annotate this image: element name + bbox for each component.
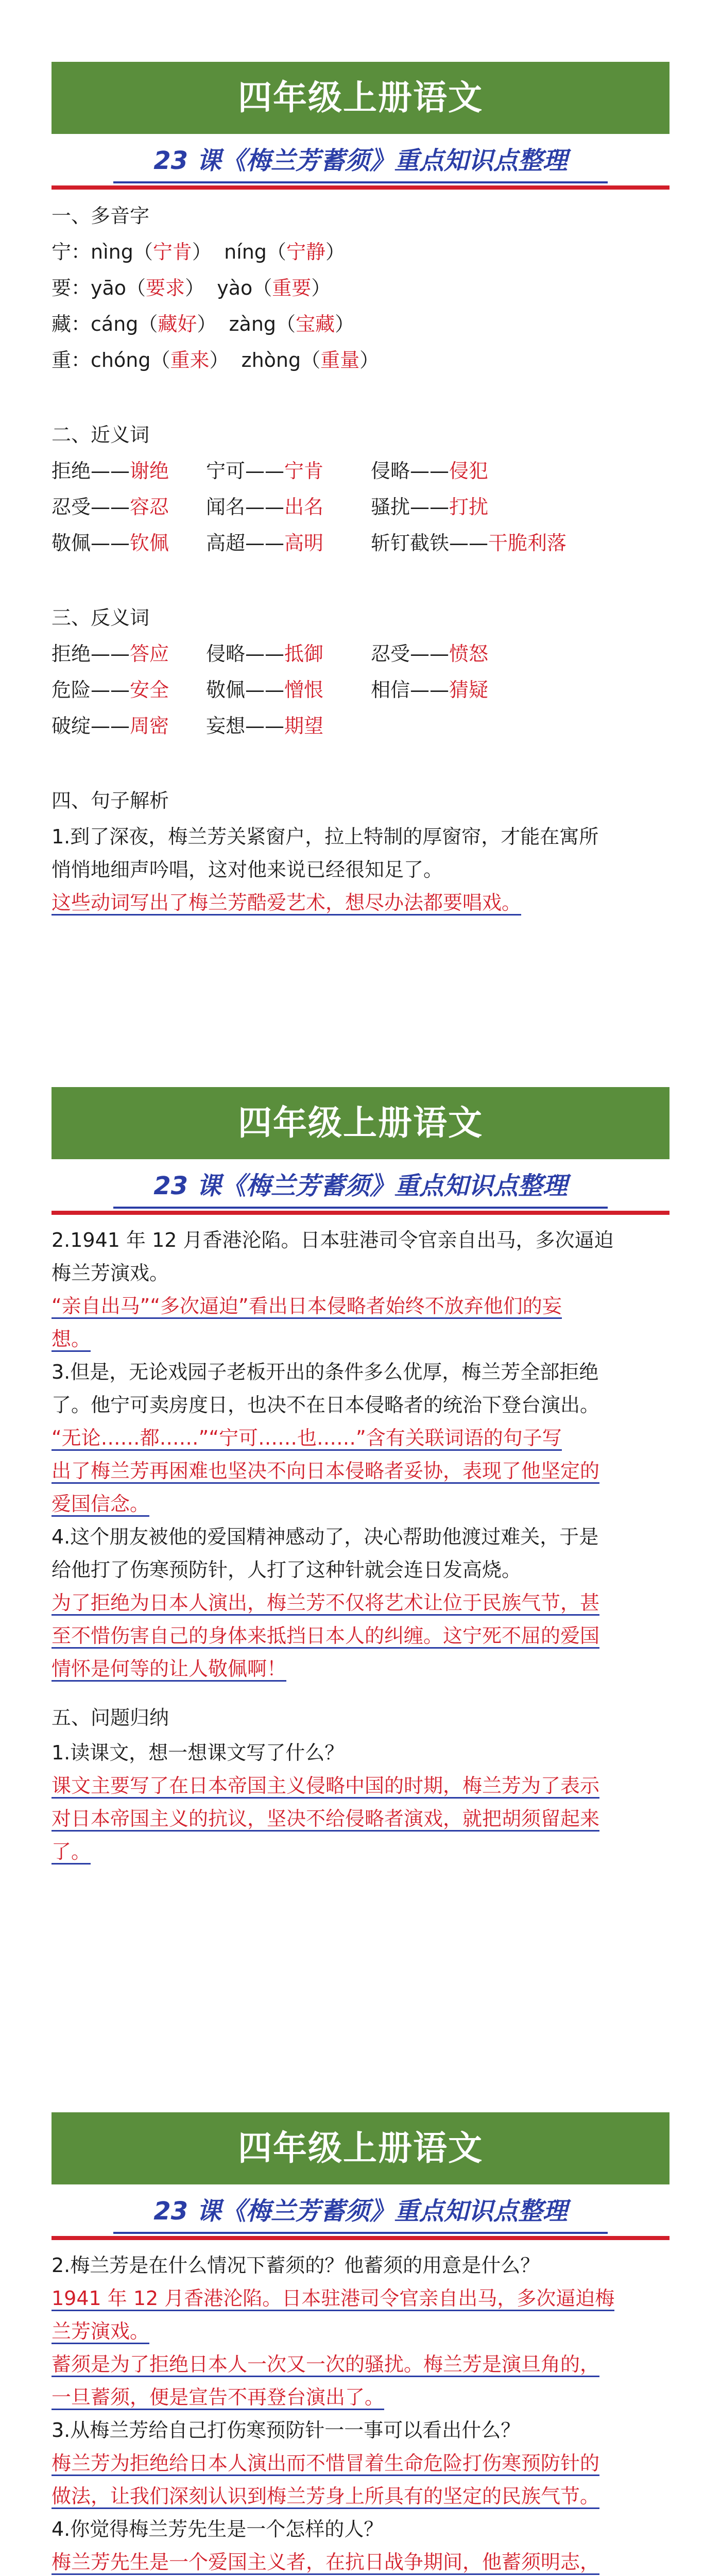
page-banner: 四年级上册语文 bbox=[52, 2112, 670, 2184]
section-heading-polyphone: 一、多音字 bbox=[52, 205, 150, 227]
sentence-1-note: 这些动词写出了梅兰芳酷爱艺术，想尽办法都要唱戏。 bbox=[52, 886, 670, 919]
polyphone-row: 藏：cáng（藏好） zàng（宝藏） bbox=[52, 313, 355, 335]
section-heading-questions: 五、问题归纳 bbox=[52, 1706, 169, 1729]
question-1: 1.读课文，想一想课文写了什么？ bbox=[52, 1741, 345, 1764]
sentence-4: 4.这个朋友被他的爱国精神感动了，决心帮助他渡过难关，于是 给他打了伤寒预防针，人打了这种针就会连日发高烧。 bbox=[52, 1526, 599, 1581]
section-heading-sentences: 四、句子解析 bbox=[52, 789, 169, 812]
page-subtitle: 23 课《梅兰芳蓄须》重点知识点整理 bbox=[153, 146, 568, 175]
question-3: 3.从梅兰芳给自己打伤寒预防针一一事可以看出什么？ bbox=[52, 2419, 521, 2442]
subtitle-underline bbox=[113, 181, 608, 183]
polyphone-row: 重：chóng（重来） zhòng（重量） bbox=[52, 349, 380, 371]
sentence-1: 1.到了深夜，梅兰芳关紧窗户，拉上特制的厚窗帘，才能在寓所 悄悄地细声吟唱，这对他来说已经很知足了。 bbox=[52, 825, 599, 881]
synonym-row: 敬佩——钦佩 高超——高明 斩钉截铁——干脆利落 bbox=[52, 532, 567, 554]
page-subtitle: 23 课《梅兰芳蓄须》重点知识点整理 bbox=[153, 1172, 568, 1200]
sentence-3-note: “无论……都……”“宁可……也……”含有关联词语的句子写 出了梅兰芳再困难也坚决不向日本侵略者妥协，表现了他坚定的 爱国信念。 bbox=[52, 1421, 670, 1520]
polyphone-row: 要：yāo（要求） yào（重要） bbox=[52, 277, 331, 299]
page-banner: 四年级上册语文 bbox=[52, 1087, 670, 1159]
page-subtitle: 23 课《梅兰芳蓄须》重点知识点整理 bbox=[153, 2197, 568, 2226]
synonym-row: 拒绝——谢绝 宁可——宁肯 侵略——侵犯 bbox=[52, 460, 489, 482]
sentence-3: 3.但是，无论戏园子老板开出的条件多么优厚，梅兰芳全部拒绝 了。他宁可卖房度日，也决不在日本侵略者的统治下登台演出。 bbox=[52, 1361, 600, 1416]
sentence-4-note: 为了拒绝为日本人演出，梅兰芳不仅将艺术让位于民族气节，甚 至不惜伤害自己的身体来抵挡日本人的纠缠。这宁死不屈的爱国 情怀是何等的让人敬佩啊！ bbox=[52, 1586, 670, 1685]
section-heading-synonyms: 二、近义词 bbox=[52, 423, 150, 446]
subtitle-underline bbox=[113, 1207, 608, 1209]
question-2: 2.梅兰芳是在什么情况下蓄须的？他蓄须的用意是什么？ bbox=[52, 2254, 540, 2277]
red-strip bbox=[52, 1211, 670, 1215]
subtitle-underline bbox=[113, 2232, 608, 2234]
antonym-row: 拒绝——答应 侵略——抵御 忍受——愤怒 bbox=[52, 642, 489, 665]
synonym-row: 忍受——容忍 闻名——出名 骚扰——打扰 bbox=[52, 496, 489, 518]
antonym-row: 危险——安全 敬佩——憎恨 相信——猜疑 bbox=[52, 679, 489, 701]
red-strip bbox=[52, 185, 670, 190]
answer-2: 1941 年 12 月香港沦陷。日本驻港司令官亲自出马，多次逼迫梅 兰芳演戏。 蓄须是为了拒绝日本人一次又一次的骚扰。梅兰芳是演旦角的， 一旦蓄须，便是宣告不再登台演出了。 bbox=[52, 2282, 670, 2414]
red-strip bbox=[52, 2236, 670, 2240]
answer-4: 梅兰芳先生是一个爱国主义者，在抗日战争期间，他蓄须明志， bbox=[52, 2546, 670, 2576]
answer-1: 课文主要写了在日本帝国主义侵略中国的时期，梅兰芳为了表示 对日本帝国主义的抗议，坚决不给侵略者演戏，就把胡须留起来 了。 bbox=[52, 1769, 670, 1868]
answer-3: 梅兰芳为拒绝给日本人演出而不惜冒着生命危险打伤寒预防针的 做法，让我们深刻认识到梅兰芳身上所具有的坚定的民族气节。 bbox=[52, 2447, 670, 2513]
question-4: 4.你觉得梅兰芳先生是一个怎样的人？ bbox=[52, 2518, 384, 2540]
sentence-2-note: “亲自出马”“多次逼迫”看出日本侵略者始终不放弃他们的妄 想。 bbox=[52, 1290, 670, 1355]
sentence-2: 2.1941 年 12 月香港沦陷。日本驻港司令官亲自出马，多次逼迫 梅兰芳演戏。 bbox=[52, 1229, 614, 1284]
antonym-row: 破绽——周密 妄想——期望 bbox=[52, 715, 324, 737]
section-heading-antonyms: 三、反义词 bbox=[52, 606, 150, 629]
page-banner: 四年级上册语文 bbox=[52, 62, 670, 134]
polyphone-row: 宁：nìng（宁肯） níng（宁静） bbox=[52, 241, 345, 263]
